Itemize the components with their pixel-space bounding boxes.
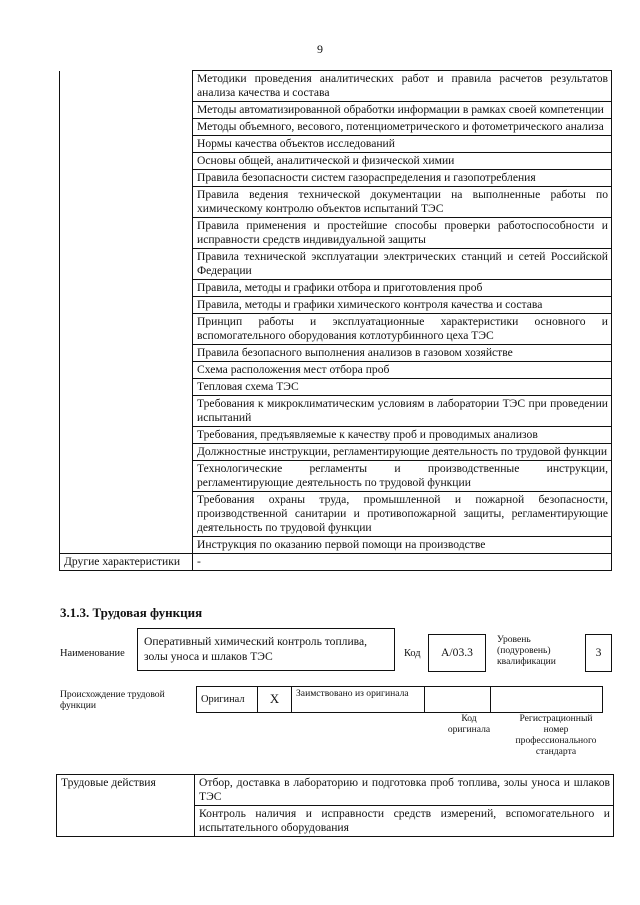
name-label: Наименование xyxy=(60,648,125,659)
function-name-value: Оперативный химический контроль топлива, золы уноса и шлаков ТЭС xyxy=(144,635,368,663)
knowledge-item: Требования охраны труда, промышленной и пожарной безопасности, производственной санитарии и противопожарной защиты, регламентирующие деятельность по трудовой функции xyxy=(193,492,612,537)
code-value: А/03.3 xyxy=(441,646,473,659)
borrowed-label: Заимствовано из оригинала xyxy=(292,687,425,713)
level-value: 3 xyxy=(595,646,602,659)
labor-actions-table xyxy=(56,774,614,837)
original-code-cell xyxy=(425,687,491,713)
knowledge-item: Инструкция по оказанию первой помощи на производстве xyxy=(193,537,612,554)
knowledge-label-cell xyxy=(60,71,193,554)
knowledge-item: Нормы качества объектов исследований xyxy=(193,136,612,153)
origin-label: Происхождение трудовой функции xyxy=(60,689,165,711)
labor-action-item: Контроль наличия и исправности средств измерений, вспомогательного и испытательного оборудования xyxy=(195,806,614,837)
code-caption: Код оригинала xyxy=(447,713,491,735)
page-number: 9 xyxy=(317,42,323,56)
other-characteristics-row xyxy=(60,554,612,571)
required-knowledge-table xyxy=(59,70,612,571)
knowledge-item: Правила ведения технической документации на выполненные работы по химическому контролю объектов испытаний ТЭС xyxy=(193,187,612,218)
knowledge-item: Правила, методы и графики отбора и приготовления проб xyxy=(193,280,612,297)
knowledge-item: Принцип работы и эксплуатационные характеристики основного и вспомогательного оборудования котлотурбинного цеха ТЭС xyxy=(193,314,612,345)
knowledge-item: Методы автоматизированной обработки информации в рамках своей компетенции xyxy=(193,102,612,119)
knowledge-item: Требования, предъявляемые к качеству проб и проводимых анализов xyxy=(193,427,612,444)
function-name-box xyxy=(137,628,395,671)
knowledge-item: Правила, методы и графики химического контроля качества и состава xyxy=(193,297,612,314)
level-box xyxy=(585,634,612,672)
labor-action-row xyxy=(57,775,614,806)
level-label: Уровень (подуровень) квалификации xyxy=(497,634,556,667)
knowledge-item: Правила применения и простейшие способы проверки работоспособности и исправности средств индивидуальной защиты xyxy=(193,218,612,249)
knowledge-item: Методики проведения аналитических работ и правила расчетов результатов анализа качества и состава xyxy=(193,71,612,102)
knowledge-item: Правила безопасного выполнения анализов в газовом хозяйстве xyxy=(193,345,612,362)
knowledge-item: Технологические регламенты и производственные инструкции, регламентирующие деятельность по трудовой функции xyxy=(193,461,612,492)
code-label: Код xyxy=(404,648,421,659)
knowledge-row xyxy=(60,71,612,102)
knowledge-item: Правила технической эксплуатации электрических станций и сетей Российской Федерации xyxy=(193,249,612,280)
reg-number-cell xyxy=(491,687,603,713)
knowledge-item: Требования к микроклиматическим условиям в лаборатории ТЭС при проведении испытаний xyxy=(193,396,612,427)
knowledge-item: Основы общей, аналитической и физической химии xyxy=(193,153,612,170)
section-title: 3.1.3. Трудовая функция xyxy=(60,605,203,620)
original-label: Оригинал xyxy=(197,687,258,713)
knowledge-item: Схема расположения мест отбора проб xyxy=(193,362,612,379)
original-mark: Х xyxy=(258,687,292,713)
reg-number-caption: Регистрационный номер профессионального стандарта xyxy=(515,713,597,757)
other-characteristics-label: Другие характеристики xyxy=(60,554,193,571)
origin-table xyxy=(196,686,603,713)
labor-action-item: Отбор, доставка в лабораторию и подготовка проб топлива, золы уноса и шлаков ТЭС xyxy=(195,775,614,806)
knowledge-item: Должностные инструкции, регламентирующие деятельность по трудовой функции xyxy=(193,444,612,461)
code-box xyxy=(428,634,486,672)
knowledge-item: Методы объемного, весового, потенциометрического и фотометрического анализа xyxy=(193,119,612,136)
other-characteristics-value: - xyxy=(193,554,612,571)
labor-actions-label: Трудовые действия xyxy=(57,775,195,837)
knowledge-item: Тепловая схема ТЭС xyxy=(193,379,612,396)
knowledge-item: Правила безопасности систем газораспределения и газопотребления xyxy=(193,170,612,187)
